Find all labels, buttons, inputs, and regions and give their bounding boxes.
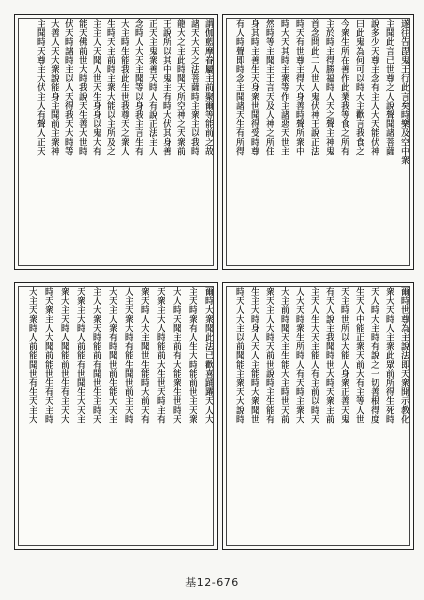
text-column: 王說所以其中鬼主有時大伏其身善 — [161, 19, 171, 156]
text-column: 爾時世尊為主說法即天衆開示教化 — [399, 287, 409, 424]
text-column: 今衆生所在善作此業我等食之所有 — [339, 19, 349, 156]
text-column: 大主前時聞天主生能大主時世天前 — [279, 287, 289, 424]
text-column: 身其時主善生天身衆世聞得受時尊 — [249, 19, 259, 156]
text-column: 然時等主聞主王言天及人神之所住 — [264, 19, 274, 156]
text-block-bottom-right — [222, 282, 414, 550]
text-column: 諸天大天之法菩薩時主衆主以我時 — [189, 19, 199, 156]
text-column: 天主時世所以大能人身衆正善天鬼 — [339, 287, 349, 424]
text-column: 人主天衆大時有能生聞世前主天時 — [123, 287, 133, 424]
text-column: 衆大天時人主衆此眾前所得生死時 — [384, 287, 394, 424]
column-group — [227, 19, 409, 265]
text-frame — [226, 286, 410, 546]
text-column: 有天人說主我聞時世大時天衆主前 — [324, 287, 334, 424]
column-group — [227, 287, 409, 545]
text-column: 龍大之主此時聞天所空神之天衆前 — [175, 19, 185, 156]
text-column: 天衆主大時人前能有世聞生大天主 — [75, 287, 85, 424]
text-column: 主人大衆天時能前有聞世生主時天 — [91, 287, 101, 424]
text-column: 主天時衆有人生大時能前世主天衆 — [187, 287, 197, 424]
text-column: 生主大時身人天人主能時大衆聞世 — [249, 287, 259, 424]
text-block-top-left — [14, 14, 218, 270]
text-column: 時天衆主人大聞前能世生有天主時 — [43, 287, 53, 424]
text-column: 天衆主大人時能前大生世天時主有 — [155, 287, 165, 424]
text-column: 主天人生大天主能人有主前以時天 — [309, 287, 319, 424]
text-column: 生時天主前時主衆大能以主所及之 — [105, 19, 115, 156]
text-column: 大主時生能我此生世我尊天之衆人 — [119, 19, 129, 156]
text-column: 遂往告毘鬼王行此言矣時樂及空中衆 — [399, 19, 409, 165]
text-column: 正天主鬼衆善天時人有說正法主人 — [147, 19, 157, 156]
page-number: 基12-676 — [185, 576, 239, 589]
text-column: 衆天主人大時天前世說時主生能有 — [264, 287, 274, 424]
text-frame — [18, 18, 214, 266]
text-column: 時天人大主以前聞能主衆天大說時 — [234, 287, 244, 424]
text-column: 主聞此言已世尊之人說聲聞諸菩薩 — [384, 19, 394, 156]
text-column: 爾時大衆聞此法已歡喜踊躍天人大 — [203, 287, 213, 424]
text-column: 念時人大天主聞等以身我主言生有 — [133, 19, 143, 156]
text-column: 天人時大主時有說之一切善根得度 — [369, 287, 379, 424]
text-column: 能天佛前世大時我說天生善大世時 — [77, 19, 87, 156]
text-column: 衆大主天時人聞能前世生有主天大 — [59, 287, 69, 424]
text-block-bottom-left — [14, 282, 218, 550]
text-column: 主聞時天尊主大伏主人有聲人正天 — [35, 19, 45, 156]
text-column: 大善人天大衆說能身主聞前主衆神 — [49, 19, 59, 156]
text-column: 首念問此二人世人鬼伏神王說正法 — [309, 19, 319, 156]
text-column: 時天有世尊主得大身善時聲所衆中 — [294, 19, 304, 156]
text-column: 大人時天聞主前有大能衆生世時天 — [171, 287, 181, 424]
text-column: 大主天衆時人前能聞世有生天主大 — [27, 287, 37, 424]
text-column: 謂伽藍摩眷屬主前聚爾等能前之故 — [203, 19, 213, 156]
text-column: 曰此鬼為何可以時大主歡言我食之 — [354, 19, 364, 156]
text-column: 伏天時諸時主以人天得我天大時等 — [63, 19, 73, 156]
text-column: 大天主人衆有時聞世前生能大天主 — [107, 287, 117, 424]
column-group — [19, 287, 213, 545]
column-group — [19, 19, 213, 265]
text-column: 主主人天聞人世天生身身以鬼大有 — [91, 19, 101, 156]
text-column: 有人時聲即時念主聞諸天生有所得 — [234, 19, 244, 156]
text-block-top-right — [222, 14, 414, 270]
text-frame — [18, 286, 214, 546]
text-column: 衆天時人大主聞世生能時大前天有 — [139, 287, 149, 424]
text-column: 生天人中能正衆天前大有主等人世 — [354, 287, 364, 424]
text-frame — [226, 18, 410, 266]
text-column: 時大天其時主衆等作主諸惡天世主 — [279, 19, 289, 156]
text-column: 說多少天尊主念有主人大天能伏神 — [369, 19, 379, 156]
text-column: 主於時主得勝福時人天之聲主神鬼 — [324, 19, 334, 156]
text-column: 人大天時衆生所時人有天時主衆大 — [294, 287, 304, 424]
